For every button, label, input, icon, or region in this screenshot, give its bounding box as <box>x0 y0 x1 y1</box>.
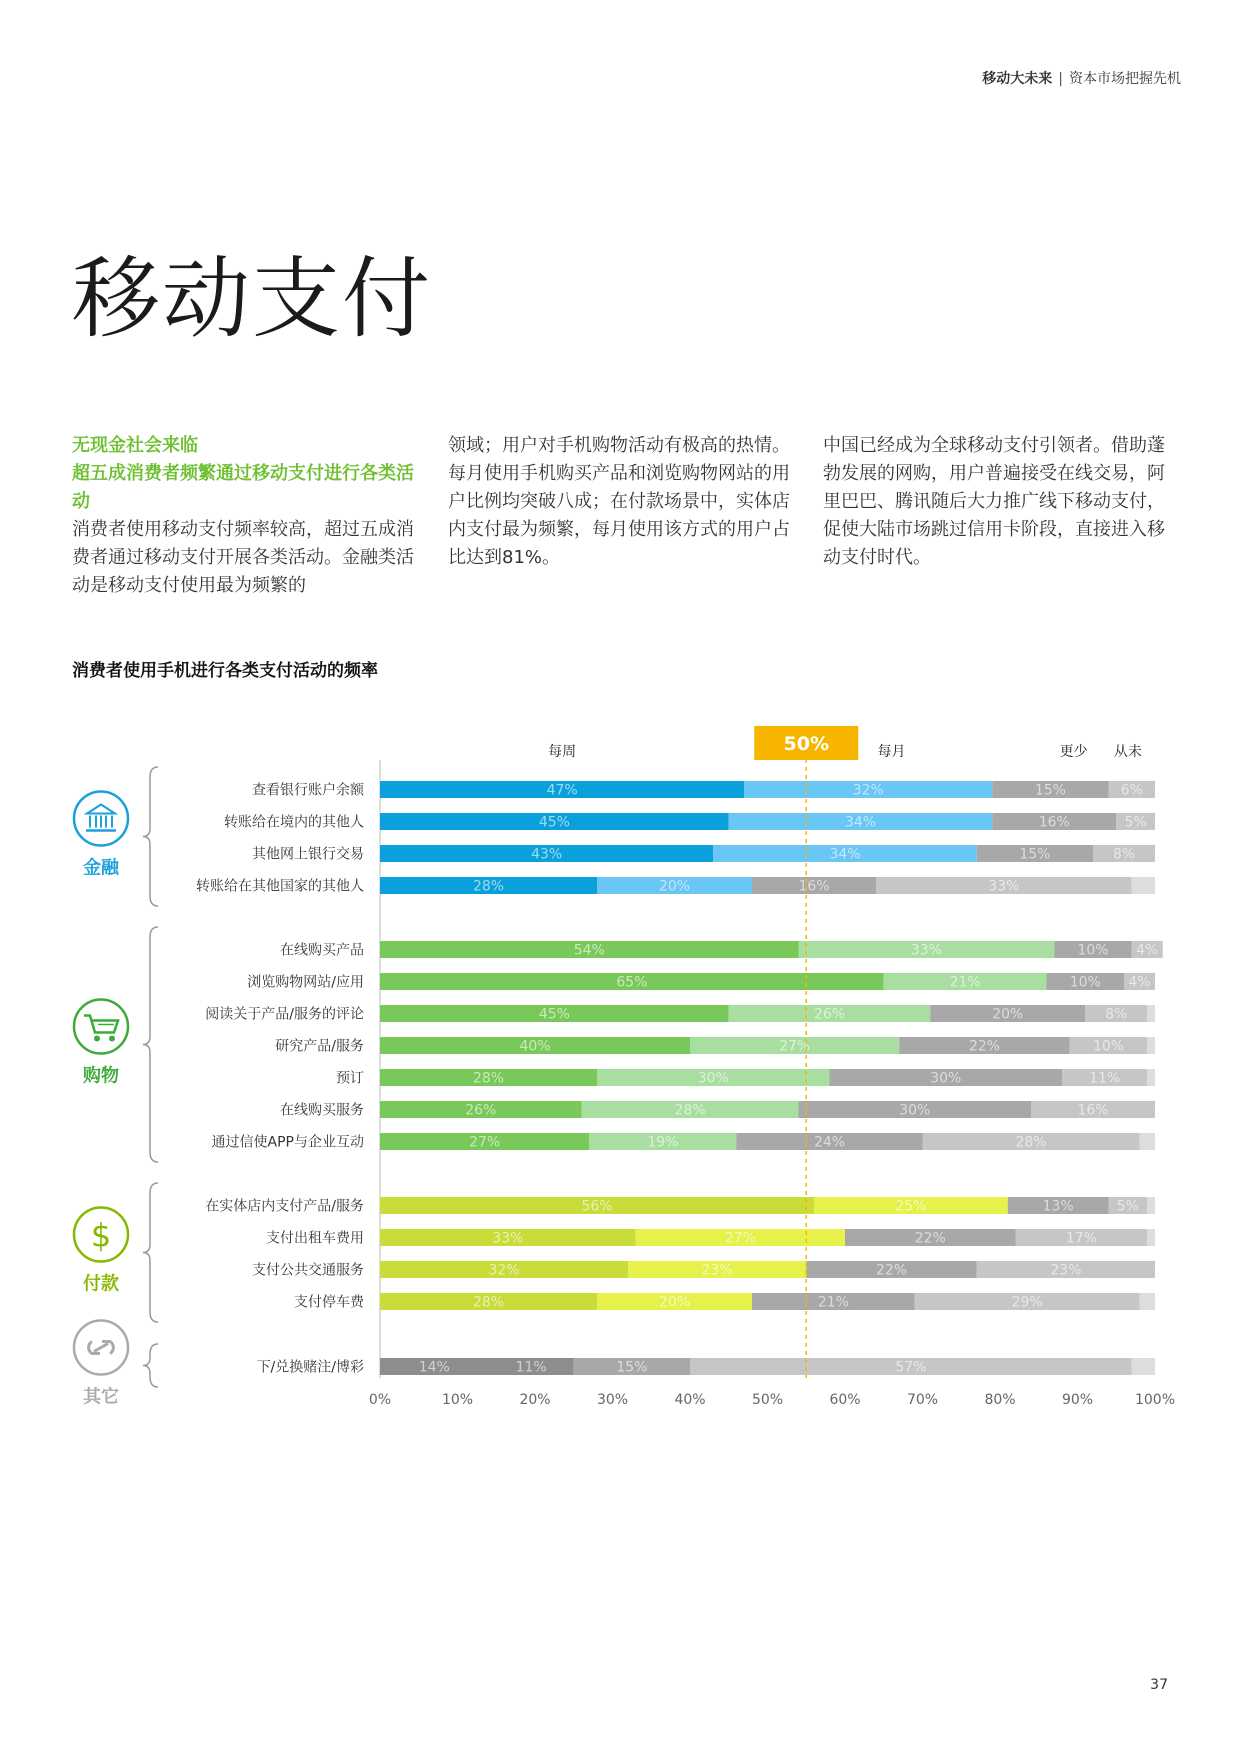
row-label: 其他网上银行交易 <box>252 846 364 863</box>
x-tick-label: 10% <box>441 1392 474 1408</box>
data-label: 5% <box>1116 1198 1139 1215</box>
data-label: 28% <box>674 1102 706 1119</box>
data-label: 13% <box>1042 1198 1074 1215</box>
data-label: 33% <box>492 1230 524 1247</box>
data-label: 45% <box>538 1006 570 1023</box>
data-label: 16% <box>1077 1102 1109 1119</box>
data-label: 28% <box>472 878 505 895</box>
data-label: 20% <box>658 1294 691 1311</box>
data-label: 40% <box>519 1038 551 1055</box>
group-label: 付款 <box>83 1273 119 1295</box>
data-label: 4% <box>1136 942 1159 959</box>
subheading-1: 无现金社会来临 <box>72 435 198 456</box>
x-tick-label: 90% <box>1061 1392 1094 1408</box>
legend-label: 从未 <box>1113 744 1142 760</box>
x-tick-label: 40% <box>674 1392 706 1408</box>
data-label: 4% <box>1128 974 1151 991</box>
text-column-1 <box>72 432 417 600</box>
data-label: 26% <box>813 1006 846 1023</box>
data-label: 32% <box>488 1262 520 1279</box>
data-label: 22% <box>914 1230 946 1247</box>
data-label: 21% <box>949 974 981 991</box>
data-label: 57% <box>895 1359 927 1376</box>
row-label: 在实体店内支付产品/服务 <box>205 1198 364 1215</box>
data-label: 22% <box>968 1038 1001 1055</box>
data-label: 34% <box>844 814 877 831</box>
data-label: 33% <box>910 942 942 959</box>
group-brace <box>143 927 158 1162</box>
text-column-2 <box>448 432 793 572</box>
data-label: 16% <box>798 878 830 895</box>
shopping-cart-icon <box>74 1000 128 1054</box>
data-label: 24% <box>813 1134 846 1151</box>
bank-icon <box>74 792 128 846</box>
link-icon <box>74 1321 128 1375</box>
row-label: 转账给在其他国家的其他人 <box>196 878 364 895</box>
data-label: 28% <box>472 1294 505 1311</box>
data-label: 8% <box>1112 846 1136 863</box>
data-label: 34% <box>829 846 861 863</box>
data-label: 19% <box>647 1134 679 1151</box>
bar-remainder <box>1147 1229 1155 1246</box>
group-brace <box>143 1183 158 1322</box>
row-label: 下/兑换赌注/博彩 <box>256 1359 364 1376</box>
x-tick-label: 30% <box>596 1392 629 1408</box>
x-tick-label: 20% <box>519 1392 551 1408</box>
group-label: 金融 <box>83 857 119 879</box>
data-label: 54% <box>573 942 605 959</box>
page-title: 移动支付 <box>72 247 433 350</box>
data-label: 28% <box>472 1070 505 1087</box>
data-label: 23% <box>1050 1262 1082 1279</box>
data-label: 20% <box>992 1006 1024 1023</box>
header-separator: | <box>1058 71 1063 87</box>
data-label: 30% <box>930 1070 962 1087</box>
row-label: 转账给在境内的其他人 <box>224 814 364 831</box>
legend-label: 每周 <box>548 744 577 760</box>
row-label: 查看银行账户余额 <box>252 782 364 799</box>
group-label: 其它 <box>83 1386 119 1408</box>
data-label: 15% <box>1034 782 1066 799</box>
group-brace <box>143 1344 158 1387</box>
x-tick-label: 80% <box>984 1392 1016 1408</box>
x-tick-label: 0% <box>368 1392 392 1408</box>
data-label: 30% <box>899 1102 931 1119</box>
paragraph-2: 领域；用户对手机购物活动有极高的热情。每月使用手机购买产品和浏览购物网站的用户比例均突破八成；在付款场景中，实体店内支付最为频繁，每月使用该方式的用户占比达到81%。 <box>448 435 790 568</box>
data-label: 27% <box>779 1038 811 1055</box>
data-label: 11% <box>515 1359 547 1376</box>
x-tick-label: 50% <box>751 1392 784 1408</box>
subheading-2: 超五成消费者频繁通过移动支付进行各类活动 <box>72 463 414 512</box>
bar-remainder <box>1147 1197 1155 1214</box>
row-label: 在线购买产品 <box>280 942 364 959</box>
bar-remainder <box>1140 1133 1156 1150</box>
row-label: 支付停车费 <box>294 1294 364 1311</box>
data-label: 16% <box>1038 814 1070 831</box>
data-label: 27% <box>469 1134 501 1151</box>
row-label: 在线购买服务 <box>280 1102 364 1119</box>
data-label: 43% <box>531 846 563 863</box>
stacked-bar-chart <box>0 700 1240 1430</box>
data-label: 15% <box>616 1359 648 1376</box>
row-label: 浏览购物网站/应用 <box>247 974 364 991</box>
data-label: 28% <box>1015 1134 1047 1151</box>
data-label: 10% <box>1069 974 1101 991</box>
row-label: 支付公共交通服务 <box>252 1262 364 1279</box>
data-label: 32% <box>852 782 884 799</box>
bar-remainder <box>1147 1005 1155 1022</box>
data-label: 5% <box>1124 814 1147 831</box>
data-label: 11% <box>1089 1070 1121 1087</box>
row-label: 研究产品/服务 <box>275 1038 364 1055</box>
data-label: 8% <box>1105 1006 1128 1023</box>
data-label: 15% <box>1019 846 1051 863</box>
row-label: 支付出租车费用 <box>266 1230 364 1247</box>
bar-remainder <box>1132 877 1155 894</box>
data-label: 17% <box>1065 1230 1097 1247</box>
data-label: 10% <box>1077 942 1109 959</box>
page-number: 37 <box>1150 1677 1168 1693</box>
data-label: 23% <box>701 1262 733 1279</box>
bar-remainder <box>1147 1069 1155 1086</box>
text-column-3 <box>823 432 1168 572</box>
data-label: 14% <box>418 1359 450 1376</box>
paragraph-3: 中国已经成为全球移动支付引领者。借助蓬勃发展的网购，用户普遍接受在线交易，阿里巴巴、腾讯随后大力推广线下移动支付，促使大陆市场跳过信用卡阶段，直接进入移动支付时代。 <box>823 435 1165 568</box>
marker-label: 50% <box>783 733 829 755</box>
x-tick-label: 100% <box>1134 1392 1176 1408</box>
data-label: 25% <box>895 1198 927 1215</box>
group-label: 购物 <box>83 1065 119 1087</box>
legend-label: 更少 <box>1059 744 1088 760</box>
svg-text:$: $ <box>90 1216 112 1255</box>
row-label: 阅读关于产品/服务的评论 <box>205 1006 364 1023</box>
dollar-icon <box>74 1208 128 1262</box>
data-label: 65% <box>616 974 648 991</box>
data-label: 22% <box>875 1262 908 1279</box>
header-right: 资本市场把握先机 <box>1069 71 1181 87</box>
data-label: 30% <box>697 1070 729 1087</box>
data-label: 10% <box>1092 1038 1125 1055</box>
chart-title: 消费者使用手机进行各类支付活动的频率 <box>72 661 378 681</box>
row-label: 预订 <box>336 1070 364 1087</box>
row-label: 通过信使APP与企业互动 <box>211 1134 364 1151</box>
data-label: 45% <box>538 814 570 831</box>
bar-remainder <box>1147 1037 1155 1054</box>
data-label: 56% <box>581 1198 613 1215</box>
bar-remainder <box>1132 1358 1155 1375</box>
data-label: 29% <box>1011 1294 1043 1311</box>
data-label: 21% <box>817 1294 849 1311</box>
legend-label: 每月 <box>877 744 906 760</box>
paragraph-1: 消费者使用移动支付频率较高，超过五成消费者通过移动支付开展各类活动。金融类活动是移动支付使用最为频繁的 <box>72 519 414 596</box>
data-label: 6% <box>1120 782 1143 799</box>
x-tick-label: 60% <box>829 1392 861 1408</box>
x-tick-label: 70% <box>906 1392 939 1408</box>
data-label: 47% <box>546 782 578 799</box>
data-label: 26% <box>465 1102 497 1119</box>
header-left: 移动大未来 <box>982 71 1053 87</box>
data-label: 20% <box>658 878 691 895</box>
bar-remainder <box>1140 1293 1156 1310</box>
data-label: 33% <box>988 878 1020 895</box>
page-header <box>982 68 1181 88</box>
group-brace <box>143 767 158 906</box>
data-label: 27% <box>724 1230 756 1247</box>
